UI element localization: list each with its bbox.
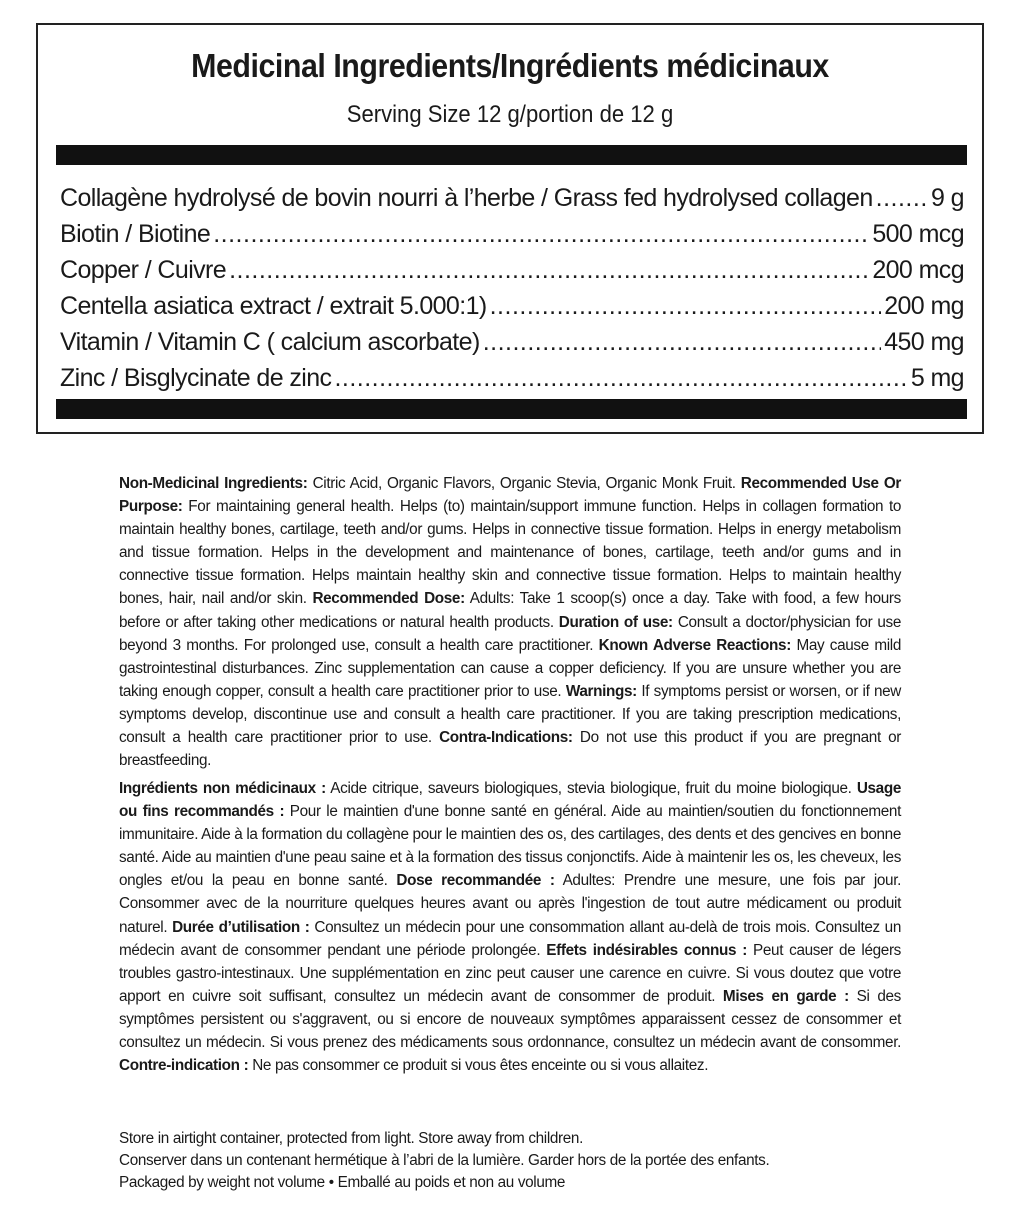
contra-indications-text: Do not use this product if you are pregnant or breastfeeding.: [119, 729, 902, 770]
warnings-label: Warnings:: [565, 682, 637, 700]
english-label-text: [119, 472, 901, 772]
ingredient-row: [60, 180, 964, 216]
ingredient-row: [60, 252, 964, 288]
ingredient-amount: 450 mg: [884, 328, 964, 356]
panel-title: Medicinal Ingredients/Ingrédients médicinaux: [191, 47, 829, 84]
recommended-dose-text: Adults: Take 1 scoop(s) once a day. Take with food, a few hours before or after taking other medications or natural health products.: [119, 590, 901, 631]
leader-dots: [483, 324, 882, 360]
non-medicinal-label-fr: Ingrédients non médicinaux :: [119, 780, 326, 797]
ingredient-amount: 500 mcg: [872, 220, 964, 248]
medicinal-ingredients-panel: [36, 23, 984, 434]
storage-line-english: Store in airtight container, protected from light. Store away from children.: [119, 1130, 583, 1147]
ingredient-list: [60, 180, 964, 396]
ingredient-row: [60, 216, 964, 252]
leader-dots: [490, 288, 882, 324]
recommended-use-text-fr: Pour le maintien d'une bonne santé en général. Aide au maintien/soutien du fonctionnement immunitaire. Aide à la formation du collagène pour le maintien des os, des cartilages, des dents et des gencives en bonne santé. Aide au maintien d'une peau saine et à la formation des tissus conjonctifs. Aide à maintenir les os, les cheveux, les ongles et/ou la peau en bonne santé.: [119, 803, 901, 890]
adverse-reactions-label: Known Adverse Reactions:: [598, 636, 791, 654]
storage-line-french: Conserver dans un contenant hermétique à l’abri de la lumière. Garder hors de la portée des enfants.: [119, 1152, 770, 1169]
leader-dots: [334, 360, 907, 396]
ingredient-amount: 5 mg: [910, 364, 964, 392]
ingredient-name: Vitamin / Vitamin C ( calcium ascorbate): [60, 328, 480, 356]
non-medicinal-text-fr: Acide citrique, saveurs biologiques, stevia biologique, fruit du moine biologique.: [325, 780, 857, 797]
recommended-dose-label: Recommended Dose:: [312, 590, 465, 608]
ingredient-amount: 200 mcg: [872, 256, 964, 284]
contra-indication-text-fr: Ne pas consommer ce produit si vous êtes enceinte ou si vous allaitez.: [248, 1057, 709, 1075]
recommended-use-label: Recommended Use Or Purpose:: [119, 475, 901, 516]
duration-text-fr: Consultez un médecin pour une consommation allant au-delà de trois mois. Consultez un médecin avant de consommer pendant une période prolongée.: [119, 918, 902, 959]
french-label-text: [119, 777, 901, 1077]
leader-dots: [213, 216, 869, 252]
non-medicinal-text: Citric Acid, Organic Flavors, Organic Stevia, Organic Monk Fruit.: [307, 475, 741, 492]
packaging-note: Packaged by weight not volume • Emballé au poids et non au volume: [119, 1174, 566, 1191]
leader-dots: [876, 180, 928, 216]
recommended-dose-label-fr: Dose recommandée :: [396, 872, 555, 890]
ingredient-row: [60, 288, 964, 324]
recommended-use-label-fr: Usage ou fins recommandés :: [119, 780, 901, 821]
recommended-dose-text-fr: Adultes: Prendre une mesure, une fois par jour. Consommer avec de la nourriture quelques heures avant ou après l'ingestion de tout autre médicament ou produit naturel.: [119, 872, 901, 936]
ingredient-name: Collagène hydrolysé de bovin nourri à l’herbe / Grass fed hydrolysed collagen: [60, 184, 873, 212]
ingredient-row: [60, 324, 964, 360]
ingredient-name: Zinc / Bisglycinate de zinc: [60, 364, 332, 392]
bottom-divider-bar: [56, 399, 967, 419]
adverse-reactions-text: May cause mild gastrointestinal disturbances. Zinc supplementation can cause a copper deficiency. If you are unsure whether you are taking enough copper, consult a health care practitioner prior to use.: [119, 636, 902, 700]
duration-text: Consult a doctor/physician for use beyond 3 months. For prolonged use, consult a health care practitioner.: [119, 613, 901, 654]
storage-instructions: [119, 1128, 769, 1194]
contra-indication-label-fr: Contre-indication :: [119, 1057, 249, 1075]
ingredient-name: Biotin / Biotine: [60, 220, 211, 248]
top-divider-bar: [56, 145, 967, 165]
leader-dots: [229, 252, 869, 288]
serving-size: Serving Size 12 g/portion de 12 g: [346, 101, 674, 128]
ingredient-name: Centella asiatica extract / extrait 5.000:1): [60, 292, 487, 320]
adverse-reactions-label-fr: Effets indésirables connus :: [546, 941, 747, 959]
adverse-reactions-text-fr: Peut causer de légers troubles gastro-intestinaux. Une supplémentation en zinc peut causer une carence en cuivre. Si vous doutez que votre apport en cuivre soit suffisant, consultez un médecin avant de consommer de produit.: [119, 941, 901, 1005]
duration-label: Duration of use:: [558, 613, 673, 631]
ingredient-amount: 9 g: [931, 184, 964, 212]
contra-indications-label: Contra-Indications:: [439, 729, 573, 747]
warnings-text-fr: Si des symptômes persistent ou s'aggravent, ou si encore de nouveaux symptômes apparaissent cessez de consommer et consultez un médecin. Si vous prenez des médicaments sous ordonnance, consultez un médecin avant de consommer.: [119, 987, 901, 1052]
warnings-text: If symptoms persist or worsen, or if new symptoms develop, discontinue use and consult a health care practitioner. If you are taking prescription medications, consult a health care practitioner prior to use.: [119, 682, 902, 747]
ingredient-name: Copper / Cuivre: [60, 256, 227, 284]
ingredient-row: [60, 360, 964, 396]
non-medicinal-label: Non-Medicinal Ingredients:: [119, 475, 308, 492]
duration-label-fr: Durée d’utilisation :: [172, 918, 310, 936]
recommended-use-text: For maintaining general health. Helps (to) maintain/support immune function. Helps in collagen formation to maintain healthy bones, cartilage, teeth and/or gums. Helps in connective tissue formation. Helps in energy metabolism and tissue formation. Helps in the development and maintenance of bones, cartilage, teeth and/or gums and in connective tissue formation. Helps maintain healthy skin and connective tissue formation. Helps to maintain healthy bones, hair, nail and/or skin.: [119, 498, 901, 608]
warnings-label-fr: Mises en garde :: [722, 987, 849, 1005]
ingredient-amount: 200 mg: [884, 292, 964, 320]
